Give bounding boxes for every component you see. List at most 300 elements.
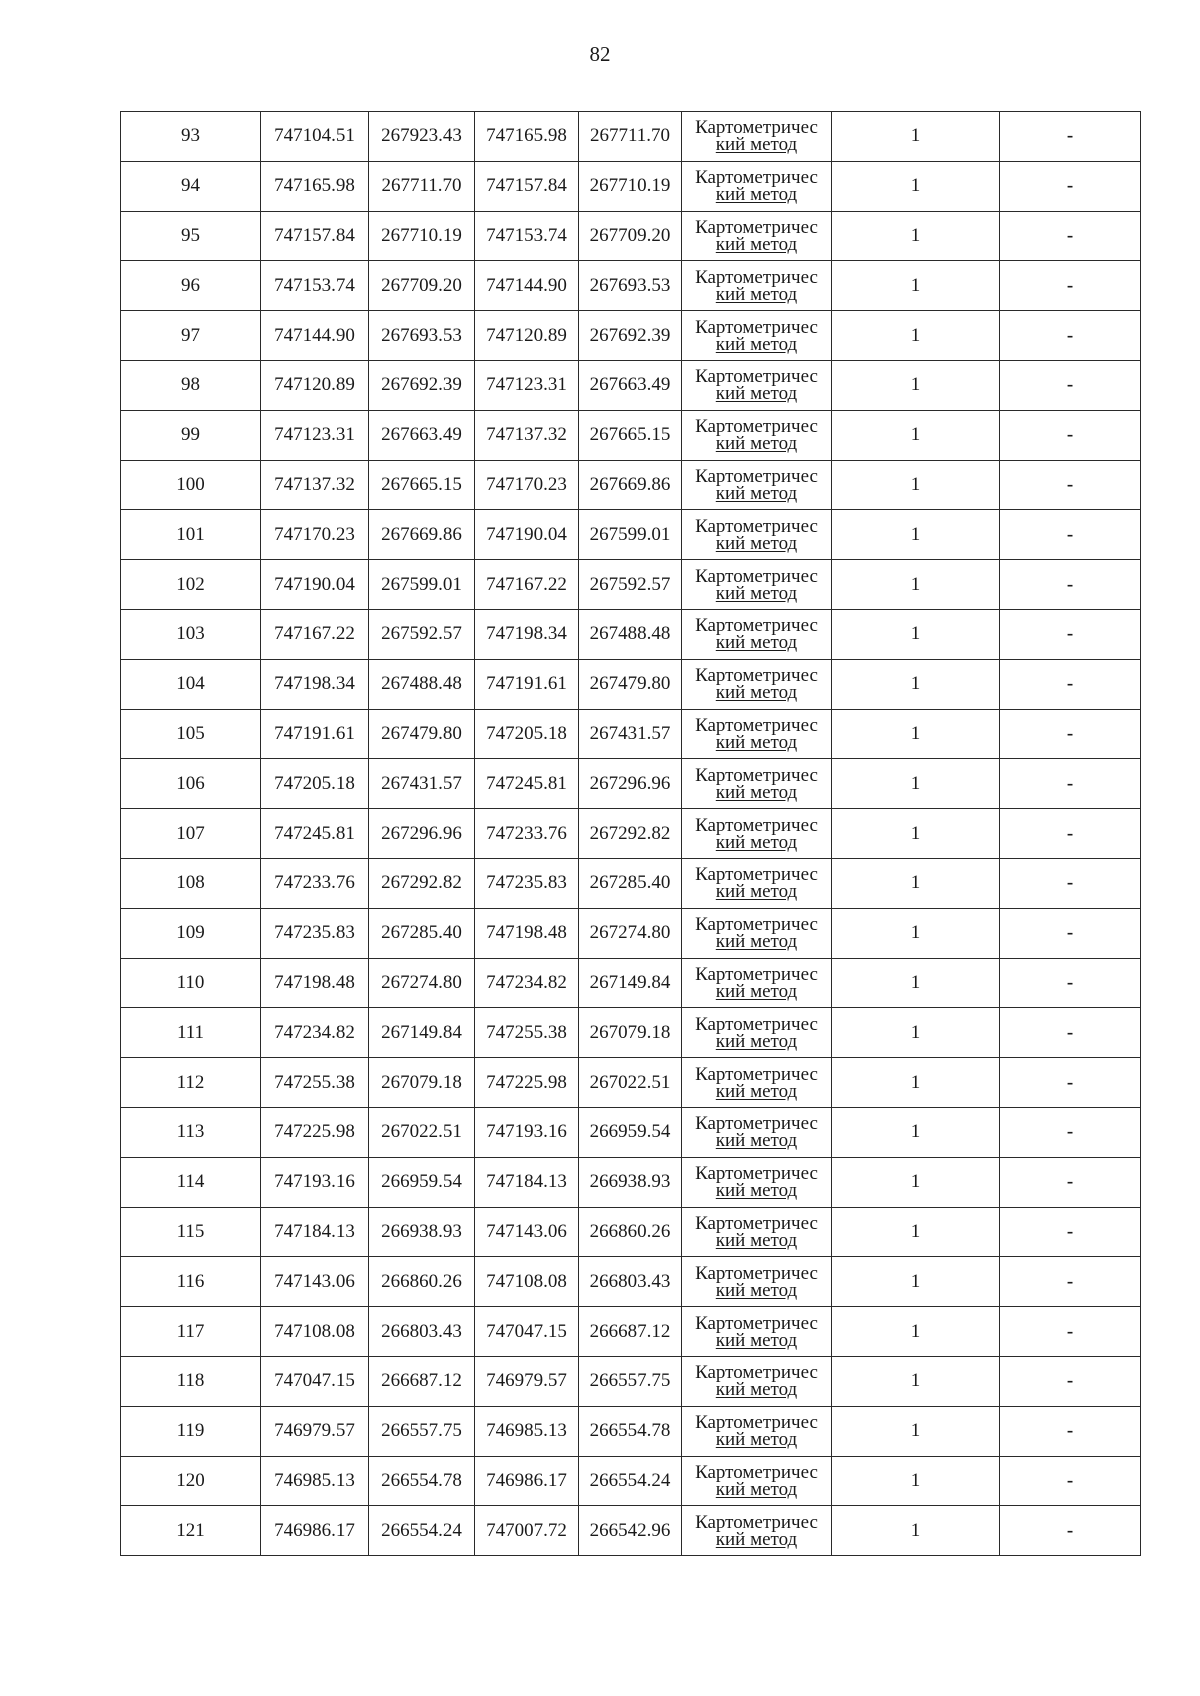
x-start-cell: 747143.06: [261, 1257, 369, 1307]
x-end-cell: 746979.57: [475, 1356, 579, 1406]
method-line-2: кий метод: [715, 881, 798, 903]
table-body: [121, 112, 1141, 1556]
note-cell: -: [1000, 161, 1141, 211]
note-cell: -: [1000, 1356, 1141, 1406]
table-row: [121, 1456, 1141, 1506]
precision-cell: 1: [832, 659, 1000, 709]
x-end-cell: 747143.06: [475, 1207, 579, 1257]
method-line-2: кий метод: [715, 1180, 798, 1202]
x-start-cell: 747193.16: [261, 1157, 369, 1207]
y-start-cell: 267285.40: [369, 908, 475, 958]
y-end-cell: 267431.57: [579, 709, 682, 759]
y-end-cell: 266554.78: [579, 1406, 682, 1456]
method-line-1: Картометричес: [695, 1063, 818, 1085]
method-line-2: кий метод: [715, 682, 798, 704]
method-cell: [682, 1307, 832, 1357]
x-start-cell: 747153.74: [261, 261, 369, 311]
table-row: [121, 1008, 1141, 1058]
method-line-2: кий метод: [715, 1229, 798, 1251]
y-end-cell: 267665.15: [579, 410, 682, 460]
table-row: [121, 560, 1141, 610]
method-line-1: Картометричес: [695, 764, 818, 786]
y-end-cell: 267709.20: [579, 211, 682, 261]
point-number-cell: 116: [121, 1257, 261, 1307]
page-number: 82: [589, 42, 611, 66]
x-start-cell: 747108.08: [261, 1307, 369, 1357]
method-cell: [682, 1406, 832, 1456]
method-line-2: кий метод: [715, 582, 798, 604]
method-line-1: Картометричес: [695, 615, 818, 637]
method-cell: [682, 112, 832, 162]
note-cell: -: [1000, 709, 1141, 759]
point-number-cell: 103: [121, 609, 261, 659]
method-line-1: Картометричес: [695, 465, 818, 487]
x-end-cell: 747193.16: [475, 1107, 579, 1157]
x-start-cell: 747245.81: [261, 809, 369, 859]
y-end-cell: 267599.01: [579, 510, 682, 560]
y-end-cell: 267592.57: [579, 560, 682, 610]
x-start-cell: 747233.76: [261, 858, 369, 908]
table-row: [121, 759, 1141, 809]
precision-cell: 1: [832, 211, 1000, 261]
method-line-2: кий метод: [715, 1429, 798, 1451]
x-end-cell: 747167.22: [475, 560, 579, 610]
precision-cell: 1: [832, 858, 1000, 908]
method-line-2: кий метод: [715, 333, 798, 355]
precision-cell: 1: [832, 1107, 1000, 1157]
method-cell: [682, 1456, 832, 1506]
method-line-2: кий метод: [715, 482, 798, 504]
y-end-cell: 267479.80: [579, 659, 682, 709]
method-line-2: кий метод: [715, 731, 798, 753]
method-cell: [682, 958, 832, 1008]
point-number-cell: 113: [121, 1107, 261, 1157]
precision-cell: 1: [832, 1406, 1000, 1456]
precision-cell: 1: [832, 360, 1000, 410]
table-row: [121, 161, 1141, 211]
y-end-cell: 267488.48: [579, 609, 682, 659]
x-start-cell: 747235.83: [261, 908, 369, 958]
x-end-cell: 747120.89: [475, 311, 579, 361]
method-cell: [682, 460, 832, 510]
x-start-cell: 747165.98: [261, 161, 369, 211]
precision-cell: 1: [832, 958, 1000, 1008]
point-number-cell: 117: [121, 1307, 261, 1357]
precision-cell: 1: [832, 1356, 1000, 1406]
method-line-1: Картометричес: [695, 1312, 818, 1334]
x-end-cell: 746985.13: [475, 1406, 579, 1456]
method-line-2: кий метод: [715, 1080, 798, 1102]
table-row: [121, 1157, 1141, 1207]
note-cell: -: [1000, 1257, 1141, 1307]
method-line-1: Картометричес: [695, 366, 818, 388]
precision-cell: 1: [832, 709, 1000, 759]
precision-cell: 1: [832, 410, 1000, 460]
table-row: [121, 112, 1141, 162]
note-cell: -: [1000, 460, 1141, 510]
x-start-cell: 746985.13: [261, 1456, 369, 1506]
y-end-cell: 267022.51: [579, 1058, 682, 1108]
method-line-1: Картометричес: [695, 117, 818, 139]
method-cell: [682, 1008, 832, 1058]
point-number-cell: 110: [121, 958, 261, 1008]
x-start-cell: 747255.38: [261, 1058, 369, 1108]
x-end-cell: 747255.38: [475, 1008, 579, 1058]
y-start-cell: 267693.53: [369, 311, 475, 361]
table-row: [121, 1307, 1141, 1357]
precision-cell: 1: [832, 1157, 1000, 1207]
y-start-cell: 267296.96: [369, 809, 475, 859]
y-end-cell: 267079.18: [579, 1008, 682, 1058]
y-end-cell: 267285.40: [579, 858, 682, 908]
note-cell: -: [1000, 1107, 1141, 1157]
y-start-cell: 267292.82: [369, 858, 475, 908]
method-cell: [682, 410, 832, 460]
method-line-1: Картометричес: [695, 515, 818, 537]
point-number-cell: 107: [121, 809, 261, 859]
precision-cell: 1: [832, 759, 1000, 809]
y-end-cell: 266554.24: [579, 1456, 682, 1506]
y-start-cell: 267663.49: [369, 410, 475, 460]
point-number-cell: 119: [121, 1406, 261, 1456]
method-line-1: Картометричес: [695, 864, 818, 886]
y-end-cell: 266938.93: [579, 1157, 682, 1207]
point-number-cell: 118: [121, 1356, 261, 1406]
y-end-cell: 267692.39: [579, 311, 682, 361]
point-number-cell: 99: [121, 410, 261, 460]
note-cell: -: [1000, 1207, 1141, 1257]
note-cell: -: [1000, 510, 1141, 560]
method-cell: [682, 858, 832, 908]
point-number-cell: 95: [121, 211, 261, 261]
x-end-cell: 747191.61: [475, 659, 579, 709]
y-start-cell: 267149.84: [369, 1008, 475, 1058]
y-end-cell: 266687.12: [579, 1307, 682, 1357]
note-cell: -: [1000, 410, 1141, 460]
note-cell: -: [1000, 1406, 1141, 1456]
x-start-cell: 747190.04: [261, 560, 369, 610]
method-cell: [682, 809, 832, 859]
point-number-cell: 120: [121, 1456, 261, 1506]
x-start-cell: 747157.84: [261, 211, 369, 261]
table-row: [121, 958, 1141, 1008]
table-row: [121, 211, 1141, 261]
precision-cell: 1: [832, 1456, 1000, 1506]
x-end-cell: 747198.34: [475, 609, 579, 659]
method-line-1: Картометричес: [695, 1113, 818, 1135]
y-start-cell: 267669.86: [369, 510, 475, 560]
method-cell: [682, 211, 832, 261]
y-end-cell: 267149.84: [579, 958, 682, 1008]
method-line-2: кий метод: [715, 184, 798, 206]
point-number-cell: 106: [121, 759, 261, 809]
x-end-cell: 746986.17: [475, 1456, 579, 1506]
point-number-cell: 108: [121, 858, 261, 908]
method-line-1: Картометричес: [695, 1163, 818, 1185]
x-start-cell: 747191.61: [261, 709, 369, 759]
x-end-cell: 747245.81: [475, 759, 579, 809]
y-start-cell: 267692.39: [369, 360, 475, 410]
note-cell: -: [1000, 112, 1141, 162]
y-end-cell: 266860.26: [579, 1207, 682, 1257]
point-number-cell: 97: [121, 311, 261, 361]
table-row: [121, 1406, 1141, 1456]
precision-cell: 1: [832, 560, 1000, 610]
coordinates-table: [120, 111, 1141, 1556]
x-end-cell: 747047.15: [475, 1307, 579, 1357]
point-number-cell: 94: [121, 161, 261, 211]
y-start-cell: 267711.70: [369, 161, 475, 211]
point-number-cell: 104: [121, 659, 261, 709]
note-cell: -: [1000, 809, 1141, 859]
x-end-cell: 747108.08: [475, 1257, 579, 1307]
y-start-cell: 267592.57: [369, 609, 475, 659]
precision-cell: 1: [832, 1058, 1000, 1108]
method-line-2: кий метод: [715, 233, 798, 255]
table-row: [121, 1058, 1141, 1108]
x-start-cell: 747167.22: [261, 609, 369, 659]
table-row: [121, 1207, 1141, 1257]
table-row: [121, 809, 1141, 859]
precision-cell: 1: [832, 908, 1000, 958]
y-start-cell: 267709.20: [369, 261, 475, 311]
x-end-cell: 747225.98: [475, 1058, 579, 1108]
point-number-cell: 111: [121, 1008, 261, 1058]
table-row: [121, 410, 1141, 460]
x-start-cell: 747144.90: [261, 311, 369, 361]
note-cell: -: [1000, 1506, 1141, 1556]
method-line-2: кий метод: [715, 980, 798, 1002]
method-line-2: кий метод: [715, 781, 798, 803]
point-number-cell: 114: [121, 1157, 261, 1207]
method-line-1: Картометричес: [695, 1212, 818, 1234]
table-row: [121, 709, 1141, 759]
y-end-cell: 267663.49: [579, 360, 682, 410]
y-start-cell: 266938.93: [369, 1207, 475, 1257]
x-start-cell: 747205.18: [261, 759, 369, 809]
table-row: [121, 261, 1141, 311]
y-start-cell: 266557.75: [369, 1406, 475, 1456]
point-number-cell: 105: [121, 709, 261, 759]
x-start-cell: 747225.98: [261, 1107, 369, 1157]
note-cell: -: [1000, 1058, 1141, 1108]
x-end-cell: 747184.13: [475, 1157, 579, 1207]
method-line-1: Картометричес: [695, 714, 818, 736]
method-line-2: кий метод: [715, 433, 798, 455]
x-end-cell: 747170.23: [475, 460, 579, 510]
method-line-1: Картометричес: [695, 814, 818, 836]
method-line-1: Картометричес: [695, 1262, 818, 1284]
precision-cell: 1: [832, 510, 1000, 560]
x-start-cell: 747234.82: [261, 1008, 369, 1058]
method-line-2: кий метод: [715, 632, 798, 654]
method-line-2: кий метод: [715, 1279, 798, 1301]
point-number-cell: 98: [121, 360, 261, 410]
y-end-cell: 267711.70: [579, 112, 682, 162]
y-start-cell: 266554.78: [369, 1456, 475, 1506]
point-number-cell: 96: [121, 261, 261, 311]
y-start-cell: 266860.26: [369, 1257, 475, 1307]
table-row: [121, 360, 1141, 410]
x-end-cell: 747234.82: [475, 958, 579, 1008]
table-row: [121, 510, 1141, 560]
y-end-cell: 267669.86: [579, 460, 682, 510]
x-start-cell: 747104.51: [261, 112, 369, 162]
precision-cell: 1: [832, 112, 1000, 162]
method-line-1: Картометричес: [695, 167, 818, 189]
y-end-cell: 267274.80: [579, 908, 682, 958]
x-end-cell: 747153.74: [475, 211, 579, 261]
method-line-1: Картометричес: [695, 1013, 818, 1035]
method-line-2: кий метод: [715, 1030, 798, 1052]
method-cell: [682, 1107, 832, 1157]
note-cell: -: [1000, 1456, 1141, 1506]
method-line-1: Картометричес: [695, 914, 818, 936]
precision-cell: 1: [832, 1257, 1000, 1307]
y-end-cell: 266959.54: [579, 1107, 682, 1157]
note-cell: -: [1000, 560, 1141, 610]
table-row: [121, 1506, 1141, 1556]
method-line-2: кий метод: [715, 931, 798, 953]
y-end-cell: 267693.53: [579, 261, 682, 311]
method-cell: [682, 311, 832, 361]
precision-cell: 1: [832, 261, 1000, 311]
method-cell: [682, 1356, 832, 1406]
method-line-1: Картометричес: [695, 565, 818, 587]
method-line-2: кий метод: [715, 134, 798, 156]
method-cell: [682, 560, 832, 610]
precision-cell: 1: [832, 1506, 1000, 1556]
method-line-2: кий метод: [715, 1478, 798, 1500]
method-cell: [682, 1058, 832, 1108]
y-start-cell: 267479.80: [369, 709, 475, 759]
method-line-1: Картометричес: [695, 416, 818, 438]
x-end-cell: 747233.76: [475, 809, 579, 859]
table-row: [121, 659, 1141, 709]
precision-cell: 1: [832, 460, 1000, 510]
point-number-cell: 109: [121, 908, 261, 958]
precision-cell: 1: [832, 1207, 1000, 1257]
table-row: [121, 609, 1141, 659]
method-cell: [682, 709, 832, 759]
x-end-cell: 747144.90: [475, 261, 579, 311]
note-cell: -: [1000, 211, 1141, 261]
note-cell: -: [1000, 908, 1141, 958]
precision-cell: 1: [832, 311, 1000, 361]
y-end-cell: 266803.43: [579, 1257, 682, 1307]
note-cell: -: [1000, 958, 1141, 1008]
x-start-cell: 747123.31: [261, 410, 369, 460]
method-cell: [682, 1506, 832, 1556]
y-start-cell: 266803.43: [369, 1307, 475, 1357]
y-end-cell: 267296.96: [579, 759, 682, 809]
x-start-cell: 746979.57: [261, 1406, 369, 1456]
x-start-cell: 747120.89: [261, 360, 369, 410]
note-cell: -: [1000, 609, 1141, 659]
y-start-cell: 266959.54: [369, 1157, 475, 1207]
method-line-2: кий метод: [715, 1528, 798, 1550]
method-line-1: Картометричес: [695, 1511, 818, 1533]
precision-cell: 1: [832, 1008, 1000, 1058]
method-cell: [682, 360, 832, 410]
y-end-cell: 267292.82: [579, 809, 682, 859]
point-number-cell: 115: [121, 1207, 261, 1257]
x-end-cell: 747137.32: [475, 410, 579, 460]
method-cell: [682, 261, 832, 311]
precision-cell: 1: [832, 609, 1000, 659]
point-number-cell: 93: [121, 112, 261, 162]
point-number-cell: 101: [121, 510, 261, 560]
method-line-1: Картометричес: [695, 216, 818, 238]
note-cell: -: [1000, 261, 1141, 311]
point-number-cell: 100: [121, 460, 261, 510]
x-end-cell: 747198.48: [475, 908, 579, 958]
x-start-cell: 747137.32: [261, 460, 369, 510]
y-start-cell: 267710.19: [369, 211, 475, 261]
method-line-2: кий метод: [715, 383, 798, 405]
precision-cell: 1: [832, 1307, 1000, 1357]
method-line-2: кий метод: [715, 1130, 798, 1152]
x-end-cell: 747235.83: [475, 858, 579, 908]
y-end-cell: 266557.75: [579, 1356, 682, 1406]
table-row: [121, 311, 1141, 361]
method-line-1: Картометричес: [695, 316, 818, 338]
x-start-cell: 746986.17: [261, 1506, 369, 1556]
x-end-cell: 747157.84: [475, 161, 579, 211]
method-cell: [682, 908, 832, 958]
x-start-cell: 747170.23: [261, 510, 369, 560]
method-line-1: Картометричес: [695, 1461, 818, 1483]
method-cell: [682, 609, 832, 659]
note-cell: -: [1000, 759, 1141, 809]
x-start-cell: 747184.13: [261, 1207, 369, 1257]
method-cell: [682, 1207, 832, 1257]
y-start-cell: 267599.01: [369, 560, 475, 610]
table-row: [121, 1356, 1141, 1406]
y-end-cell: 266542.96: [579, 1506, 682, 1556]
note-cell: -: [1000, 360, 1141, 410]
y-start-cell: 267022.51: [369, 1107, 475, 1157]
note-cell: -: [1000, 858, 1141, 908]
table-row: [121, 858, 1141, 908]
y-start-cell: 267923.43: [369, 112, 475, 162]
method-cell: [682, 1157, 832, 1207]
note-cell: -: [1000, 1157, 1141, 1207]
method-cell: [682, 1257, 832, 1307]
x-start-cell: 747198.48: [261, 958, 369, 1008]
table-row: [121, 1257, 1141, 1307]
x-start-cell: 747047.15: [261, 1356, 369, 1406]
method-line-2: кий метод: [715, 831, 798, 853]
x-end-cell: 747007.72: [475, 1506, 579, 1556]
table-row: [121, 908, 1141, 958]
x-end-cell: 747123.31: [475, 360, 579, 410]
method-line-1: Картометричес: [695, 266, 818, 288]
table-row: [121, 1107, 1141, 1157]
method-line-1: Картометричес: [695, 1362, 818, 1384]
method-line-2: кий метод: [715, 283, 798, 305]
y-start-cell: 267274.80: [369, 958, 475, 1008]
y-start-cell: 266687.12: [369, 1356, 475, 1406]
note-cell: -: [1000, 1307, 1141, 1357]
note-cell: -: [1000, 659, 1141, 709]
y-start-cell: 267079.18: [369, 1058, 475, 1108]
method-cell: [682, 759, 832, 809]
method-cell: [682, 659, 832, 709]
point-number-cell: 112: [121, 1058, 261, 1108]
x-end-cell: 747205.18: [475, 709, 579, 759]
x-end-cell: 747165.98: [475, 112, 579, 162]
